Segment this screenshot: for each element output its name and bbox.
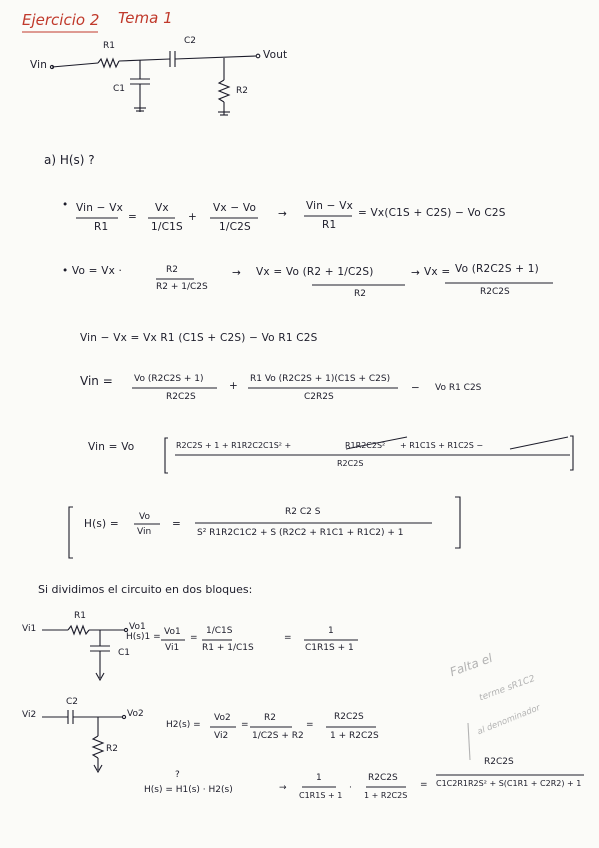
final-dot: · — [349, 783, 352, 793]
eq3: Vin − Vx = Vx R1 (C1S + C2S) − Vo R1 C2S — [80, 332, 318, 344]
final-arrow: → — [279, 783, 287, 793]
final-equals: = — [420, 780, 428, 790]
side-note-line-2: terme sR1C2 — [478, 673, 537, 704]
eq2-arrow-1: → — [232, 267, 241, 279]
block2-mid-numerator: R2 — [264, 713, 276, 723]
final-b-numerator: R2C2S — [368, 773, 398, 783]
eq6-fraction-numerator: Vo — [139, 512, 150, 522]
split-text: Si dividimos el circuito en dos bloques: — [38, 583, 253, 596]
eq1-mid1-numerator: Vx — [155, 202, 169, 214]
eq1-left-numerator: Vin − Vx — [76, 202, 123, 214]
block1-vin-label: Vi1 — [22, 624, 37, 634]
block2-c2-label: C2 — [66, 697, 79, 707]
block2-r2-label: R2 — [106, 744, 118, 754]
exercise-title: Ejercicio 2 — [22, 11, 100, 29]
block2-fraction-numerator: Vo2 — [214, 713, 231, 723]
circuit-vout-label: Vout — [263, 49, 288, 61]
block2-result-numerator: R2C2S — [334, 712, 364, 722]
final-question-mark: ? — [175, 770, 180, 780]
eq5-numerator-part-a: R2C2S + 1 + R1R2C2C1S² + — [176, 441, 292, 450]
circuit-r1-label: R1 — [103, 41, 115, 51]
eq1-rhs: = Vx(C1S + C2S) − Vo C2S — [358, 207, 506, 219]
circuit-c2-label: C2 — [184, 36, 197, 46]
eq4-a-numerator: Vo (R2C2S + 1) — [134, 374, 204, 384]
topic-title: Tema 1 — [118, 9, 173, 27]
block2-h-lhs: H2(s) = — [166, 720, 201, 730]
block1-result-numerator: 1 — [328, 626, 334, 636]
block1-equals-1: = — [190, 633, 198, 643]
eq1-mid1-denominator: 1/C1S — [151, 221, 183, 233]
final-b-denominator: 1 + R2C2S — [364, 791, 408, 800]
part-a-heading: a) H(s) ? — [44, 153, 95, 167]
block1-vout-label: Vo1 — [129, 622, 146, 632]
circuit-1-diagram — [50, 51, 259, 115]
eq6-lhs: H(s) = — [84, 518, 119, 530]
eq5-cancelled-term: R1R2C2S² — [345, 441, 386, 450]
block2-fraction-denominator: Vi2 — [214, 731, 229, 741]
eq2-middle-denominator: R2 — [354, 289, 366, 299]
eq1-right-denominator: R1 — [322, 219, 337, 231]
block1-mid-denominator: R1 + 1/C1S — [202, 643, 254, 653]
block2-equals-1: = — [241, 720, 249, 730]
block1-c1-label: C1 — [118, 648, 131, 658]
circuit-r2-label: R2 — [236, 86, 248, 96]
eq1-arrow: → — [278, 208, 287, 220]
block1-h-lhs: H(s)1 = — [126, 632, 161, 642]
final-result-numerator: R2C2S — [484, 757, 514, 767]
eq4-tail: Vo R1 C2S — [435, 383, 482, 393]
final-result-denominator: C1C2R1R2S² + S(C1R1 + C2R2) + 1 — [436, 779, 582, 788]
block1-fraction-denominator: Vi1 — [165, 643, 180, 653]
eq5-lhs: Vin = Vo — [88, 441, 135, 453]
circuit-vin-label: Vin — [30, 59, 48, 71]
block1-equals-2: = — [284, 633, 292, 643]
eq6-fraction-denominator: Vin — [137, 527, 152, 537]
eq2-fraction-denominator: R2 + 1/C2S — [156, 282, 208, 292]
block1-result-denominator: C1R1S + 1 — [305, 643, 354, 653]
block2-equals-2: = — [306, 720, 314, 730]
eq4-plus: + — [229, 380, 238, 392]
eq2-right-numerator: Vo (R2C2S + 1) — [455, 263, 539, 275]
eq1-plus: + — [188, 211, 197, 223]
side-note-line-1: Falta el — [448, 650, 495, 680]
eq1-mid2-numerator: Vx − Vo — [213, 202, 257, 214]
final-lhs: H(s) = H1(s) · H2(s) — [144, 785, 233, 795]
eq1-bullet: • — [62, 199, 69, 211]
eq6-right-denominator: S² R1R2C1C2 + S (R2C2 + R1C1 + R1C2) + 1 — [197, 528, 404, 538]
eq4-minus: − — [411, 382, 420, 394]
eq2-arrow-2: → — [411, 267, 420, 279]
circuit-c1-label: C1 — [113, 84, 126, 94]
eq4-b-denominator: C2R2S — [304, 392, 334, 402]
circuit-block-2-diagram — [42, 710, 376, 772]
eq6-right-numerator: R2 C2 S — [285, 507, 321, 517]
eq4-b-numerator: R1 Vo (R2C2S + 1)(C1S + C2S) — [250, 374, 391, 384]
eq1-mid2-denominator: 1/C2S — [219, 221, 251, 233]
eq1-left-denominator: R1 — [94, 221, 109, 233]
eq5-denominator: R2C2S — [337, 459, 364, 468]
eq5-numerator-part-b: + R1C1S + R1C2S − — [400, 441, 484, 450]
eq4-lhs: Vin = — [80, 374, 113, 388]
circuit-block-1-diagram — [42, 626, 358, 680]
block1-fraction-numerator: Vo1 — [164, 627, 181, 637]
eq2-middle: Vx = Vo (R2 + 1/C2S) — [256, 266, 374, 278]
block2-vin-label: Vi2 — [22, 710, 37, 720]
eq6-equals: = — [172, 518, 181, 530]
block2-vout-label: Vo2 — [127, 709, 144, 719]
block2-mid-denominator: 1/C2S + R2 — [252, 731, 304, 741]
eq2-right-lhs: Vx = — [424, 266, 451, 278]
eq1-right-numerator: Vin − Vx — [306, 200, 353, 212]
eq2-fraction-numerator: R2 — [166, 265, 178, 275]
block1-mid-numerator: 1/C1S — [206, 626, 233, 636]
eq2-lhs: • Vo = Vx · — [62, 265, 123, 277]
block2-result-denominator: 1 + R2C2S — [330, 731, 379, 741]
block1-r1-label: R1 — [74, 611, 86, 621]
side-note-line-3: al denominador — [476, 702, 542, 738]
final-a-denominator: C1R1S + 1 — [299, 791, 343, 800]
eq2-right-denominator: R2C2S — [480, 287, 510, 297]
final-a-numerator: 1 — [316, 773, 322, 783]
eq1-equals: = — [128, 211, 137, 223]
eq4-a-denominator: R2C2S — [166, 392, 196, 402]
